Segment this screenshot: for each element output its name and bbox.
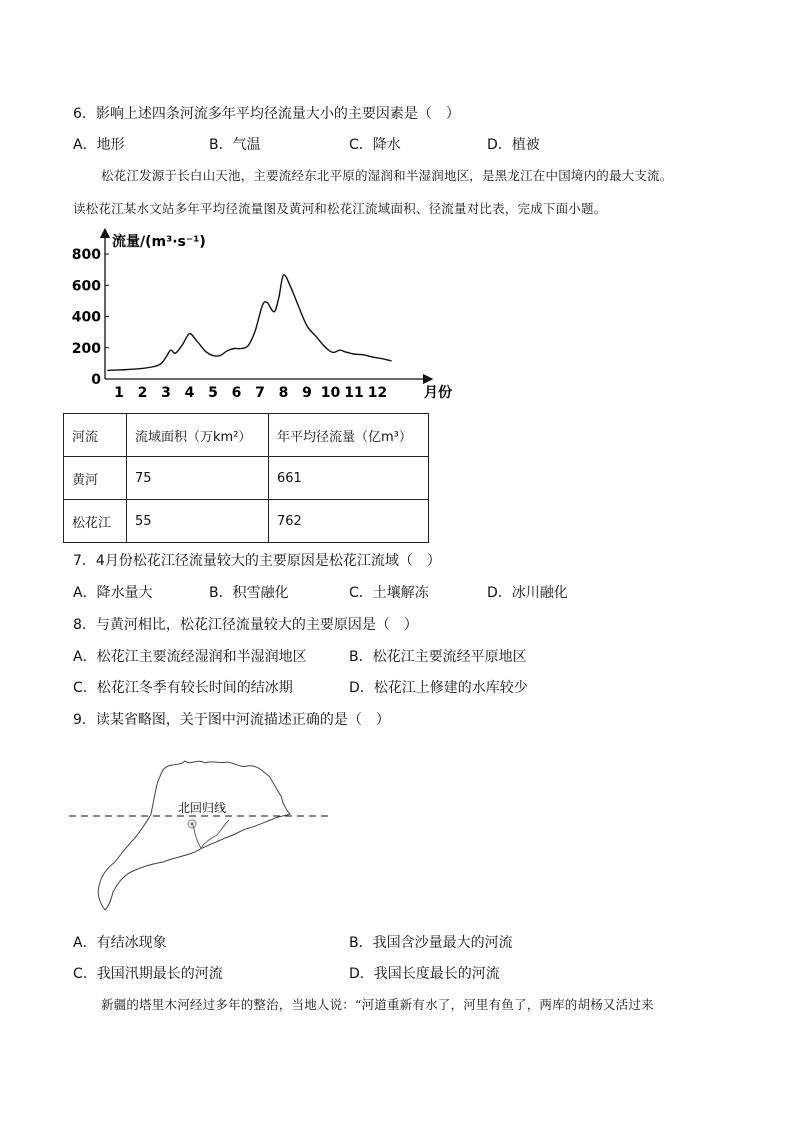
question-8-stem: 8．与黄河相比，松花江径流量较大的主要原因是（ ） <box>73 617 418 633</box>
x-tick-label: 5 <box>208 385 218 401</box>
x-tick-label: 11 <box>344 385 364 401</box>
x-tick-label: 2 <box>137 385 148 401</box>
question-6-option-c: C．降水 <box>349 137 401 153</box>
x-tick-label: 7 <box>255 385 265 401</box>
province-map <box>65 750 345 920</box>
question-7-option-d: D．冰川融化 <box>487 585 568 601</box>
runoff-series-line <box>107 275 391 371</box>
question-6-option-b: B．气温 <box>209 137 261 153</box>
table-cell: 黄河 <box>64 457 127 500</box>
table-header-cell: 年平均径流量（亿m³） <box>269 414 429 457</box>
question-9-option-d: D．我国长度最长的河流 <box>349 966 500 982</box>
question-7-option-a: A．降水量大 <box>73 585 153 601</box>
question-7-stem: 7．4月份松花江径流量较大的主要原因是松花江流域（ ） <box>73 553 441 569</box>
x-tick-label: 3 <box>161 385 171 401</box>
table-row <box>64 457 429 500</box>
y-tick-label: 400 <box>71 309 101 326</box>
x-tick-label: 10 <box>320 385 341 401</box>
question-8-option-c: C．松花江冬季有较长时间的结冰期 <box>73 680 293 696</box>
passage-songhua-line-1: 松花江发源于长白山天池，主要流经东北平原的湿润和半湿润地区，是黑龙江在中国境内的最大支流。 <box>101 168 673 183</box>
y-tick-label: 0 <box>91 372 101 388</box>
y-tick-label: 800 <box>71 247 101 263</box>
question-6-option-a: A．地形 <box>73 137 125 153</box>
question-8-option-a: A．松花江主要流经湿润和半湿润地区 <box>73 649 307 665</box>
x-tick-label: 4 <box>184 385 195 401</box>
city-marker-dot-icon <box>190 822 193 825</box>
table-cell: 75 <box>127 457 269 500</box>
x-tick-label: 12 <box>367 385 388 401</box>
question-7-option-c: C．土壤解冻 <box>349 585 429 601</box>
question-9-option-c: C．我国汛期最长的河流 <box>73 966 223 982</box>
question-6-option-d: D．植被 <box>487 137 540 153</box>
question-6-stem: 6．影响上述四条河流多年平均径流量大小的主要因素是（ ） <box>73 106 460 122</box>
y-axis-label: 流量/(m³·s⁻¹) <box>112 234 206 250</box>
table-header-row <box>64 414 429 457</box>
question-7-option-b: B．积雪融化 <box>209 585 289 601</box>
question-8-option-d: D．松花江上修建的水库较少 <box>349 680 528 696</box>
comparison-table <box>63 413 429 543</box>
table-header-cell: 流域面积（万km²） <box>127 414 269 457</box>
question-9-stem: 9．读某省略图，关于图中河流描述正确的是（ ） <box>73 712 390 728</box>
question-9-option-a: A．有结冰现象 <box>73 935 167 951</box>
y-tick-label: 600 <box>71 278 101 295</box>
table-cell: 661 <box>269 457 429 500</box>
table-header-cell: 河流 <box>64 414 127 457</box>
table-cell: 松花江 <box>64 500 127 543</box>
x-tick-label: 1 <box>114 385 124 401</box>
table-cell: 762 <box>269 500 429 543</box>
x-axis-label: 月份 <box>424 385 452 401</box>
table-cell: 55 <box>127 500 269 543</box>
x-tick-label: 8 <box>278 385 289 401</box>
x-tick-label: 6 <box>231 385 242 401</box>
province-outline <box>98 761 290 910</box>
tropic-of-cancer-label: 北回归线 <box>178 801 227 815</box>
y-tick-label: 200 <box>71 340 101 357</box>
passage-tarim-line-1: 新疆的塔里木河经过多年的整治，当地人说：“河道重新有水了，河里有鱼了，两库的胡杨又活过来 <box>101 997 654 1012</box>
question-8-option-b: B．松花江主要流经平原地区 <box>349 649 527 665</box>
passage-songhua-line-2: 读松花江某水文站多年平均径流量图及黄河和松花江流域面积、径流量对比表，完成下面小题。 <box>73 201 607 216</box>
table-row <box>64 500 429 543</box>
question-9-option-b: B．我国含沙量最大的河流 <box>349 935 513 951</box>
x-tick-label: 9 <box>302 385 312 401</box>
runoff-chart <box>60 226 480 406</box>
